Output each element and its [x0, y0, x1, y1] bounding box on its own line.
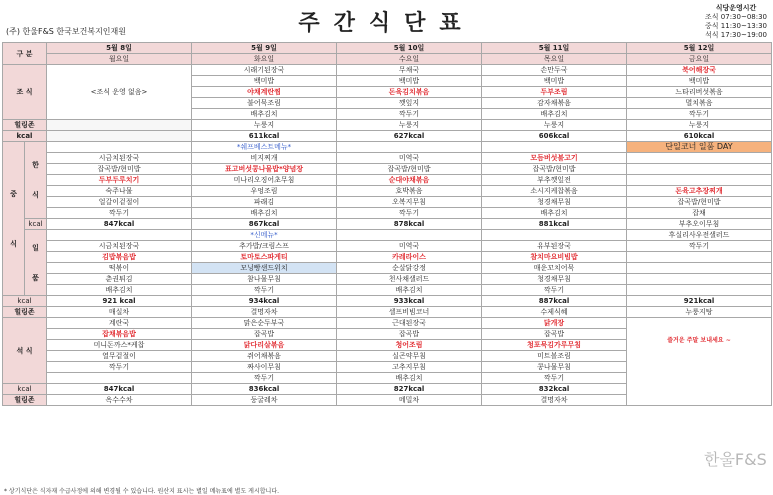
weekday-tue: 화요일 — [192, 54, 337, 65]
page-title: 주간식단표 — [298, 11, 475, 36]
menu-item: 잡채볶음밥 — [47, 329, 192, 340]
menu-item: 두부두루치기 — [47, 175, 192, 186]
menu-item: 백미밥 — [192, 76, 337, 87]
kcal-value: 847kcal — [47, 219, 192, 230]
weekday-thu: 목요일 — [482, 54, 627, 65]
date-fri: 5월 12일 — [627, 43, 772, 54]
menu-item: 미니돈까스*케찹 — [47, 340, 192, 351]
korean-label: 한 식 — [25, 142, 47, 219]
menu-item: 깍두기 — [482, 285, 627, 296]
menu-item: 카레라이스 — [337, 252, 482, 263]
menu-item: 배추김치 — [337, 285, 482, 296]
menu-item: 깍두기 — [627, 109, 772, 120]
menu-item: 잡곡밥/현미밥 — [337, 164, 482, 175]
kcal-value: 881kcal — [482, 219, 627, 230]
hours-lunch: 중식 11:30~13:30 — [705, 22, 767, 30]
date-wed: 5월 10일 — [337, 43, 482, 54]
menu-item: 깍두기 — [47, 362, 192, 373]
kcal-value: 887kcal — [482, 296, 627, 307]
weekday-wed: 수요일 — [337, 54, 482, 65]
menu-item: 소시지케찹볶음 — [482, 186, 627, 197]
empty-cell — [47, 120, 192, 131]
menu-item: 닭다리살볶음 — [192, 340, 337, 351]
lunch-daily-row — [3, 230, 772, 241]
menu-item: 잡곡밥 — [192, 329, 337, 340]
menu-item: 천사채샐러드 — [337, 274, 482, 285]
date-tue: 5월 9일 — [192, 43, 337, 54]
date-mon: 5월 8일 — [47, 43, 192, 54]
lunch-daily-row — [3, 274, 772, 285]
menu-item: 고추지무침 — [337, 362, 482, 373]
header-row-weekdays — [3, 54, 772, 65]
menu-item: 매운꼬치어묵 — [482, 263, 627, 274]
menu-item: 모듬버섯불고기 — [482, 153, 627, 164]
weekly-menu-table — [2, 42, 772, 406]
menu-item: 느타리버섯볶음 — [627, 87, 772, 98]
menu-item: 돈육고추장찌개 — [627, 186, 772, 197]
empty-cell — [627, 164, 772, 175]
lunch-label: 중 식 — [3, 142, 25, 296]
weekday-fri: 금요일 — [627, 54, 772, 65]
menu-item: 셀프비빔코너 — [337, 307, 482, 318]
kcal-label: kcal — [3, 131, 47, 142]
menu-item: 파래김 — [192, 197, 337, 208]
single-corner-banner: 단일코너 일품 DAY — [627, 142, 772, 153]
menu-item: 닭개장 — [482, 318, 627, 329]
menu-item: 떡볶이 — [47, 263, 192, 274]
lunch-korean-row — [3, 142, 772, 153]
menu-item: 시금치된장국 — [47, 241, 192, 252]
menu-item: 잡곡밥 — [482, 329, 627, 340]
menu-item: 배추김치 — [337, 373, 482, 384]
menu-item: 누룽지 — [482, 120, 627, 131]
menu-item: 배추김치 — [482, 208, 627, 219]
daily-label: 일 품 — [25, 230, 47, 296]
menu-item: 모닝빵샌드위치 — [192, 263, 337, 274]
breakfast-label: 조 식 — [3, 65, 47, 120]
empty-cell — [337, 230, 482, 241]
date-thu: 5월 11일 — [482, 43, 627, 54]
breakfast-row — [3, 65, 772, 76]
lunch-korean-row — [3, 186, 772, 197]
menu-item: 무채국 — [337, 65, 482, 76]
menu-item: 백미밥 — [627, 76, 772, 87]
menu-item: 맑은순두부국 — [192, 318, 337, 329]
dinner-label: 석 식 — [3, 318, 47, 384]
empty-cell — [47, 142, 192, 153]
menu-item: 춘권튀김 — [47, 274, 192, 285]
hours-breakfast: 조식 07:30~08:30 — [705, 13, 767, 21]
menu-item: 잡곡밥/현미밥 — [482, 164, 627, 175]
lunch-daily-row — [3, 263, 772, 274]
menu-item: 토마토스파게티 — [192, 252, 337, 263]
kcal-value: 606kcal — [482, 131, 627, 142]
menu-item: 참치마요비빔밥 — [482, 252, 627, 263]
menu-item: 깍두기 — [192, 285, 337, 296]
menu-item: 매실차 — [47, 307, 192, 318]
menu-item: 깍두기 — [627, 241, 772, 252]
lunch-daily-row — [3, 285, 772, 296]
operating-hours — [705, 4, 767, 40]
lunch-korean-row — [3, 175, 772, 186]
chef-best-tag: *쉐프베스트메뉴* — [192, 142, 337, 153]
menu-item: 우엉조림 — [192, 186, 337, 197]
new-menu-tag: *신메뉴* — [192, 230, 337, 241]
lunch-daily-row — [3, 252, 772, 263]
kcal-value: 934kcal — [192, 296, 337, 307]
menu-item: 감자채볶음 — [482, 98, 627, 109]
breakfast-hilling-row — [3, 120, 772, 131]
menu-item: 김밥볶음밥 — [47, 252, 192, 263]
menu-item: 청어조림 — [337, 340, 482, 351]
menu-item: 옥수수차 — [47, 395, 192, 406]
menu-item: 깍두기 — [192, 373, 337, 384]
menu-item: 누룽지탕 — [627, 307, 772, 318]
kcal-value: 610kcal — [627, 131, 772, 142]
company-name: (주) 한울F&S 한국보건복지인재원 — [6, 27, 126, 36]
menu-item: 깍두기 — [482, 373, 627, 384]
menu-item: 열무겉절이 — [47, 351, 192, 362]
empty-cell — [627, 285, 772, 296]
menu-item: 누룽지 — [627, 120, 772, 131]
empty-cell — [627, 175, 772, 186]
lunch-hilling-row — [3, 307, 772, 318]
menu-item: 미역국 — [337, 241, 482, 252]
kcal-value: 921 kcal — [47, 296, 192, 307]
menu-item: 배추김치 — [47, 285, 192, 296]
kcal-value: 611kcal — [192, 131, 337, 142]
menu-item: 북어해장국 — [627, 65, 772, 76]
menu-item: 유부된장국 — [482, 241, 627, 252]
kcal-value: 867kcal — [192, 219, 337, 230]
hilling-label: 힐링존 — [3, 120, 47, 131]
menu-item: 두부조림 — [482, 87, 627, 98]
menu-item: 미나리오징어초무침 — [192, 175, 337, 186]
menu-item: 잡곡밥 — [337, 329, 482, 340]
empty-cell — [337, 142, 482, 153]
menu-item: 야채계란찜 — [192, 87, 337, 98]
menu-item: 숙주나물 — [47, 186, 192, 197]
menu-item: 순대야채볶음 — [337, 175, 482, 186]
empty-cell — [482, 230, 627, 241]
hilling-label: 힐링존 — [3, 307, 47, 318]
hours-dinner: 석식 17:30~19:00 — [705, 31, 767, 39]
lunch-korean-row — [3, 153, 772, 164]
menu-item: 표고버섯콩나물밥*양념장 — [192, 164, 337, 175]
kcal-label: kcal — [25, 219, 47, 230]
empty-cell — [482, 142, 627, 153]
weekend-message-cell — [627, 318, 772, 406]
lunch-korean-row — [3, 164, 772, 175]
kcal-value: 878kcal — [337, 219, 482, 230]
menu-item: 근대된장국 — [337, 318, 482, 329]
menu-item: 비지찌개 — [192, 153, 337, 164]
weekday-mon: 월요일 — [47, 54, 192, 65]
menu-item: 누룽지 — [192, 120, 337, 131]
menu-item: 부추깻잎전 — [482, 175, 627, 186]
menu-item: 호박볶음 — [337, 186, 482, 197]
menu-item: 결명자차 — [482, 395, 627, 406]
hours-title: 식당운영시간 — [715, 4, 757, 12]
menu-item: 배추김치 — [192, 109, 337, 120]
menu-item: 누룽지 — [337, 120, 482, 131]
menu-item: 불어묵조림 — [192, 98, 337, 109]
menu-item: 쥐어채볶음 — [192, 351, 337, 362]
menu-item: 손만두국 — [482, 65, 627, 76]
dinner-row — [3, 318, 772, 329]
menu-item: 얼갈이겉절이 — [47, 197, 192, 208]
lunch-daily-row — [3, 241, 772, 252]
menu-item: 청경채무침 — [482, 274, 627, 285]
empty-cell — [627, 252, 772, 263]
hilling-label: 힐링존 — [3, 395, 47, 406]
menu-item: 시래기된장국 — [192, 65, 337, 76]
lunch-korean-row — [3, 208, 772, 219]
empty-cell — [47, 131, 192, 142]
empty-cell — [627, 153, 772, 164]
empty-cell — [47, 373, 192, 384]
breakfast-kcal-row — [3, 131, 772, 142]
kcal-value: 627kcal — [337, 131, 482, 142]
company-logo: 한울F&S — [704, 450, 767, 469]
menu-item: 청포묵김가루무침 — [482, 340, 627, 351]
lunch-korean-row — [3, 197, 772, 208]
menu-item: 깍두기 — [337, 208, 482, 219]
kcal-value: 921kcal — [627, 296, 772, 307]
menu-item: 계란국 — [47, 318, 192, 329]
menu-item: 깍두기 — [337, 109, 482, 120]
menu-item: 추가밥/크림스프 — [192, 241, 337, 252]
kcal-label: kcal — [3, 296, 47, 307]
menu-item: 오복지무침 — [337, 197, 482, 208]
menu-item: 멸치볶음 — [627, 98, 772, 109]
kcal-label: kcal — [3, 384, 47, 395]
menu-item: 배추김치 — [192, 208, 337, 219]
header-label: 구 분 — [3, 43, 47, 65]
menu-item: 결명자차 — [192, 307, 337, 318]
kcal-value: 836kcal — [192, 384, 337, 395]
kcal-value: 832kcal — [482, 384, 627, 395]
empty-cell — [627, 274, 772, 285]
menu-item: 수제식혜 — [482, 307, 627, 318]
menu-item: 참나물무침 — [192, 274, 337, 285]
menu-item: 짜사이무침 — [192, 362, 337, 373]
menu-item: 미역국 — [337, 153, 482, 164]
menu-item: 둥굴레차 — [192, 395, 337, 406]
menu-item: 시금치된장국 — [47, 153, 192, 164]
kcal-value: 827kcal — [337, 384, 482, 395]
lunch-kcal-row — [3, 296, 772, 307]
menu-item: 미트볼조림 — [482, 351, 627, 362]
menu-item: 부추오이무침 — [627, 219, 772, 230]
breakfast-closed-note: <조식 운영 없음> — [47, 65, 192, 120]
footer-note: * 상기식단은 식자재 수급사정에 의해 변경될 수 있습니다. 원산지 표시는 별일 메뉴표에 별도 게시합니다. — [4, 488, 280, 495]
weekend-message: 즐거운 주말 보내세요 ~ — [667, 337, 731, 344]
header-row-dates — [3, 43, 772, 54]
empty-cell — [627, 263, 772, 274]
menu-item: 잡곡밥/현미밥 — [627, 197, 772, 208]
menu-item: 백미밥 — [337, 76, 482, 87]
menu-item: 실곤약무침 — [337, 351, 482, 362]
menu-item: 콩나물무침 — [482, 362, 627, 373]
menu-item: 깍두기 — [47, 208, 192, 219]
empty-cell — [47, 230, 192, 241]
menu-item: 후실리사우전샐러드 — [627, 230, 772, 241]
menu-item: 잡곡밥/현미밥 — [47, 164, 192, 175]
kcal-value: 933kcal — [337, 296, 482, 307]
menu-item: 백미밥 — [482, 76, 627, 87]
menu-item: 깻잎지 — [337, 98, 482, 109]
kcal-value: 847kcal — [47, 384, 192, 395]
lunch-korean-kcal-row — [3, 219, 772, 230]
menu-item: 순살닭강정 — [337, 263, 482, 274]
menu-item: 잡채 — [627, 208, 772, 219]
menu-item: 메밀차 — [337, 395, 482, 406]
menu-item: 청경채무침 — [482, 197, 627, 208]
menu-item: 배추김치 — [482, 109, 627, 120]
menu-item: 돈육김치볶음 — [337, 87, 482, 98]
